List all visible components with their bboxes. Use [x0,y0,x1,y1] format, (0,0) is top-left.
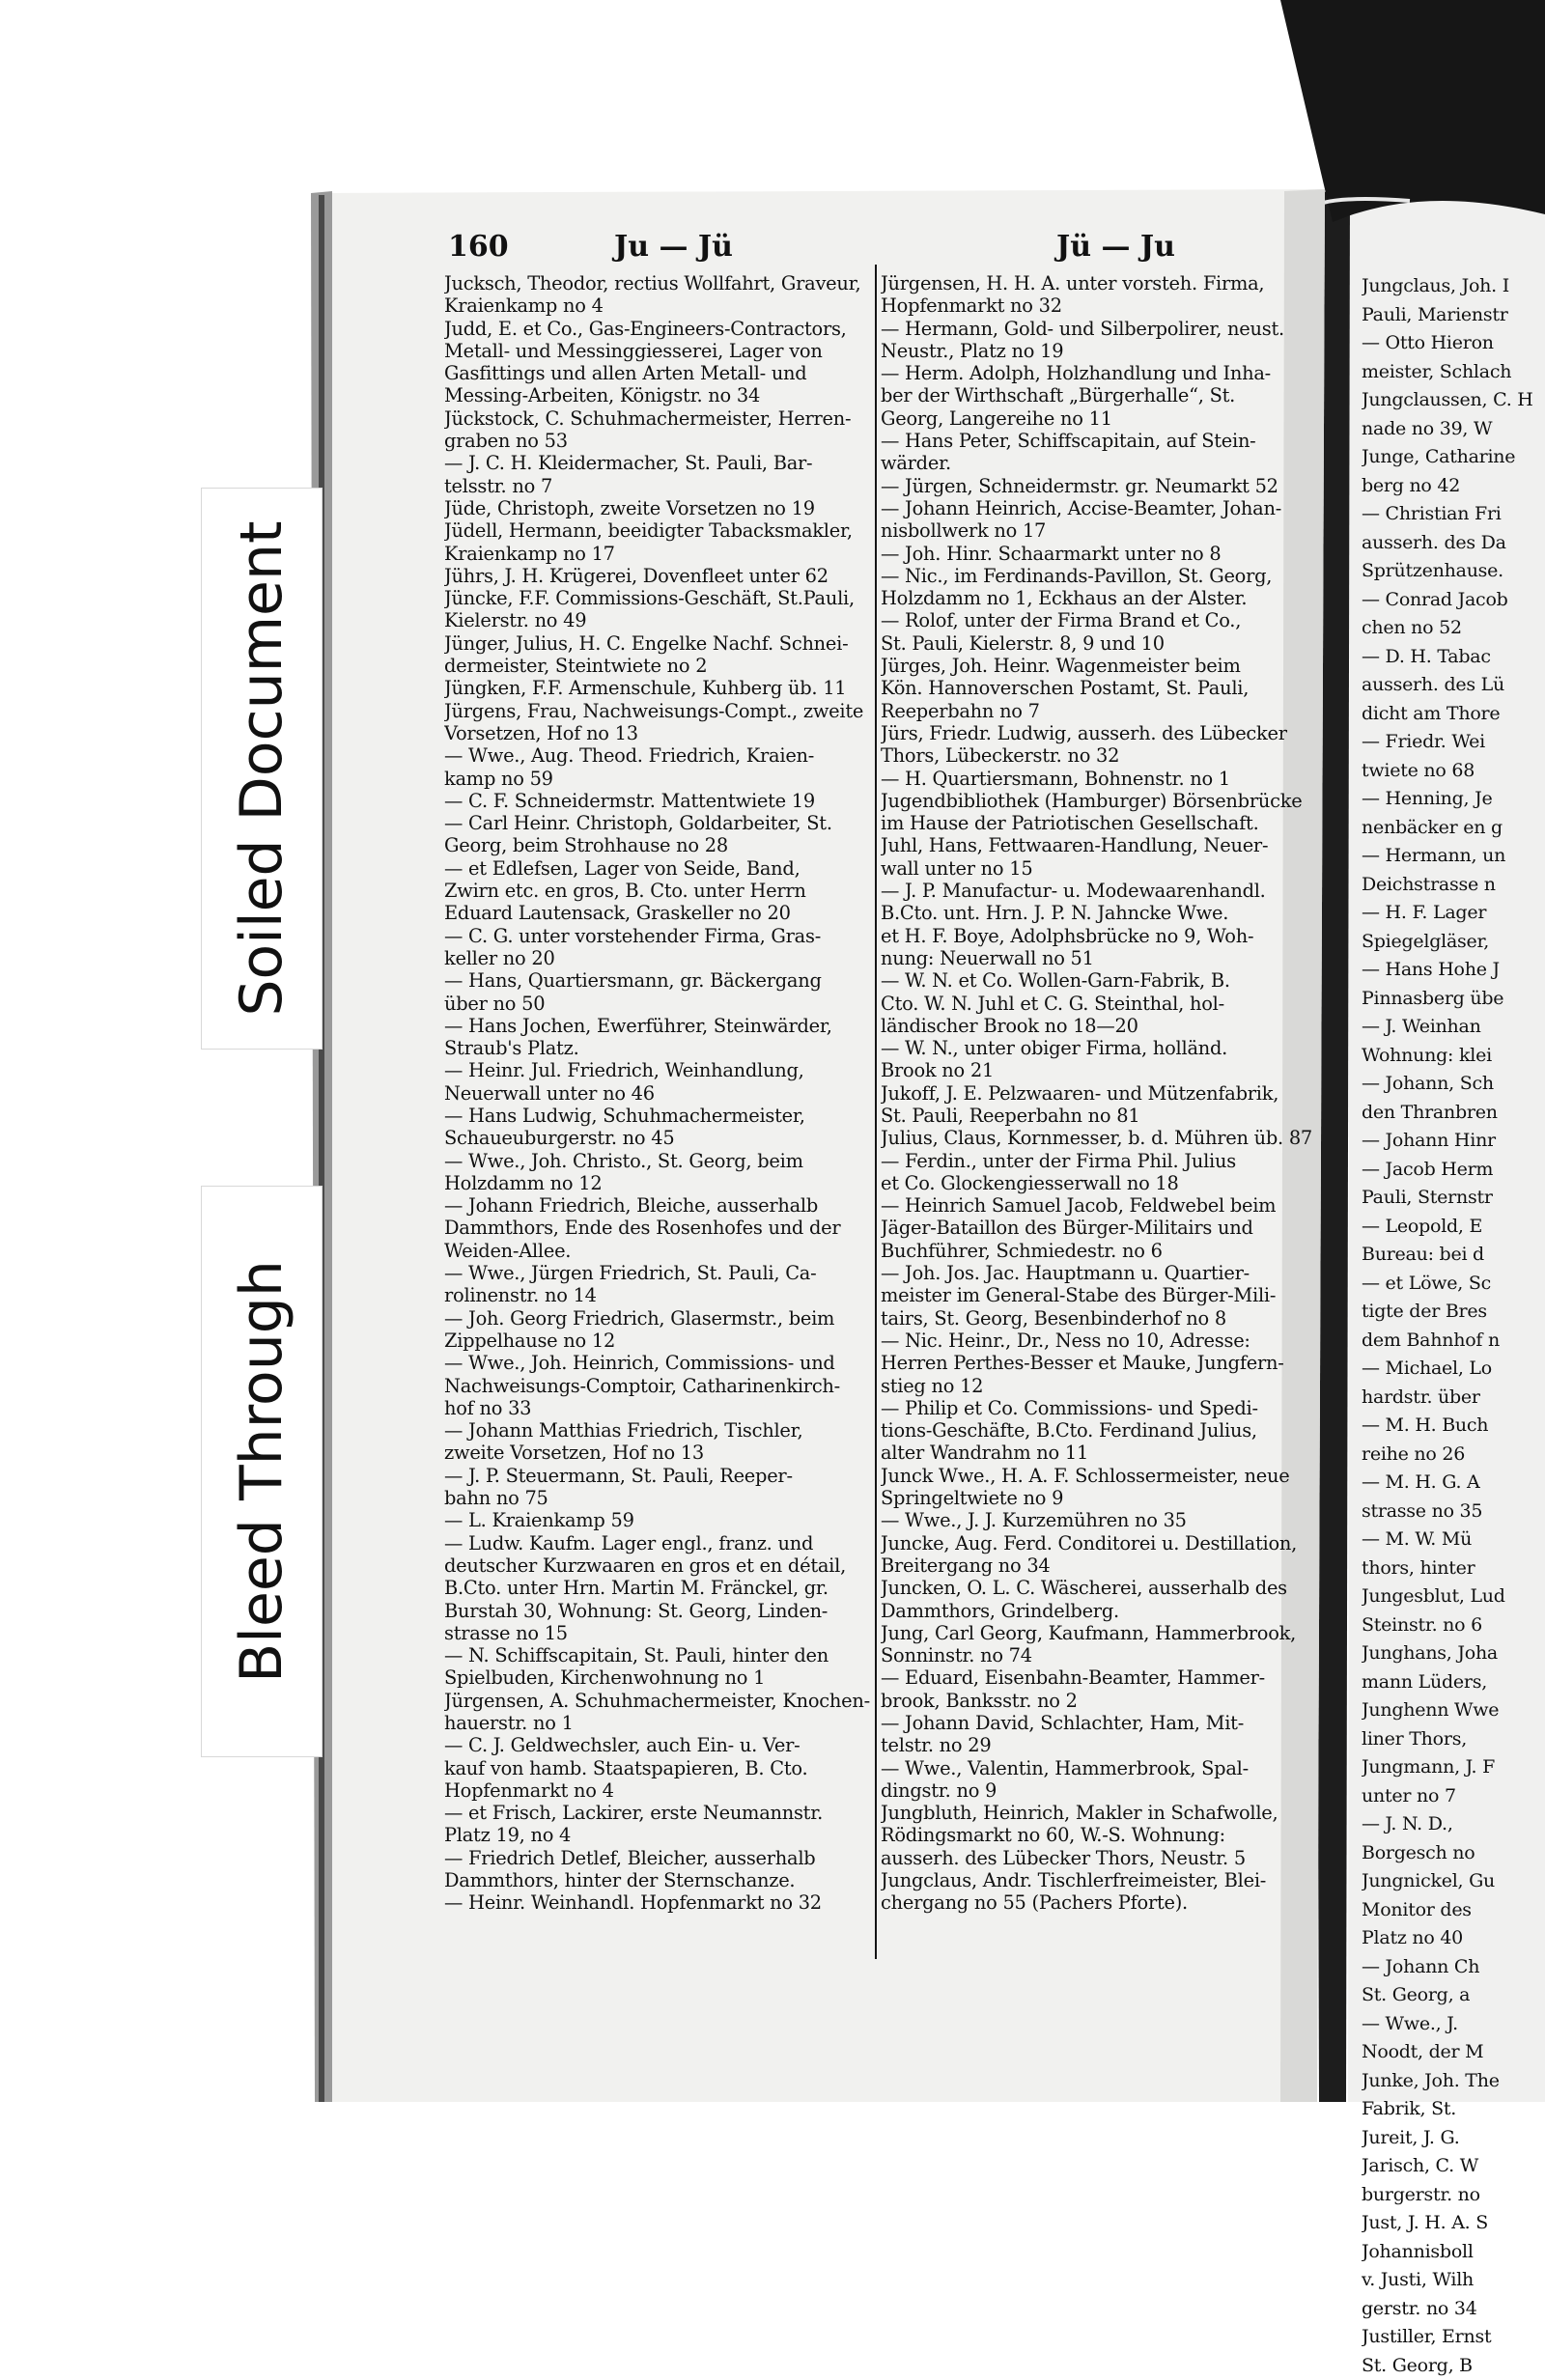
directory-line: Rödingsmarkt no 60, W.-S. Wohnung: [881,1824,1321,1846]
directory-line: — D. H. Tabac [1362,643,1545,672]
directory-line: Johannisboll [1362,2238,1545,2267]
directory-line: — Otto Hieron [1362,329,1545,358]
directory-line: ausserh. des Lü [1362,671,1545,700]
directory-column-left [444,272,877,1915]
directory-line: — Heinrich Samuel Jacob, Feldwebel beim [881,1194,1321,1217]
directory-line: St. Pauli, Reeperbahn no 81 [881,1105,1321,1127]
directory-line: ländischer Brook no 18—20 [881,1015,1321,1037]
directory-line: Juncke, Aug. Ferd. Conditorei u. Destillation, [881,1532,1321,1554]
running-head-left: Ju — Jü [614,230,733,268]
directory-line: Junke, Joh. The [1362,2067,1545,2096]
directory-line: Jüdell, Hermann, beeidigter Tabacksmakler, [444,519,877,542]
directory-line: — Wwe., Jürgen Friedrich, St. Pauli, Ca- [444,1262,877,1284]
directory-line: Junghans, Joha [1362,1639,1545,1668]
directory-line: Fabrik, St. [1362,2095,1545,2124]
directory-line: — J. P. Steuermann, St. Pauli, Reeper- [444,1465,877,1487]
directory-line: hardstr. über [1362,1384,1545,1413]
directory-line: dingstr. no 9 [881,1779,1321,1802]
directory-line: Jureit, J. G. [1362,2124,1545,2153]
directory-line: dem Bahnhof n [1362,1327,1545,1356]
directory-line: Jückstock, C. Schuhmachermeister, Herren- [444,407,877,430]
directory-line: Jungbluth, Heinrich, Makler in Schafwolle, [881,1802,1321,1824]
directory-line: hof no 33 [444,1397,877,1419]
directory-line: strasse no 35 [1362,1498,1545,1526]
directory-line: ausserh. des Da [1362,529,1545,558]
directory-line: — M. H. Buch [1362,1412,1545,1441]
directory-line: Herren Perthes-Besser et Mauke, Jungfern- [881,1352,1321,1374]
directory-line: Jukoff, J. E. Pelzwaaren- und Mützenfabrik, [881,1082,1321,1105]
directory-line: deutscher Kurzwaaren en gros et en détail, [444,1554,877,1577]
directory-line: Breitergang no 34 [881,1554,1321,1577]
directory-line: Dammthors, Ende des Rosenhofes und der [444,1217,877,1239]
directory-line: alter Wandrahm no 11 [881,1442,1321,1464]
directory-line: — C. J. Geldwechsler, auch Ein- u. Ver- [444,1734,877,1756]
directory-line: Monitor des [1362,1896,1545,1925]
directory-line: — M. W. Mü [1362,1526,1545,1554]
directory-line: — Carl Heinr. Christoph, Goldarbeiter, St. [444,812,877,834]
directory-line: Justiller, Ernst [1362,2323,1545,2352]
directory-line: — Hans Peter, Schiffscapitain, auf Stein- [881,430,1321,452]
directory-line: Pinnasberg übe [1362,985,1545,1014]
directory-line: Platz no 40 [1362,1924,1545,1953]
directory-line: — Hans Hohe J [1362,956,1545,985]
directory-line: Spiegelgläser, [1362,928,1545,957]
directory-line: reihe no 26 [1362,1441,1545,1470]
directory-line: Jürgensen, A. Schuhmachermeister, Knochen- [444,1690,877,1712]
directory-line: — Hans Jochen, Ewerführer, Steinwärder, [444,1015,877,1037]
directory-line: Deichstrasse n [1362,871,1545,900]
directory-line: twiete no 68 [1362,757,1545,786]
directory-line: — Ferdin., unter der Firma Phil. Julius [881,1150,1321,1172]
directory-line: Bureau: bei d [1362,1241,1545,1270]
directory-line: Kraienkamp no 4 [444,294,877,317]
directory-line: Burstah 30, Wohnung: St. Georg, Linden- [444,1600,877,1622]
directory-line: — Johann Matthias Friedrich, Tischler, [444,1419,877,1442]
directory-line: nung: Neuerwall no 51 [881,947,1321,969]
directory-line: Weiden-Allee. [444,1240,877,1262]
directory-line: ausserh. des Lübecker Thors, Neustr. 5 [881,1847,1321,1869]
directory-line: wärder. [881,452,1321,474]
directory-line: — Johann Friedrich, Bleiche, ausserhalb [444,1194,877,1217]
directory-line: — Eduard, Eisenbahn-Beamter, Hammer- [881,1666,1321,1689]
directory-line: — N. Schiffscapitain, St. Pauli, hinter den [444,1644,877,1666]
directory-line: mann Lüders, [1362,1668,1545,1697]
directory-line: — H. F. Lager [1362,899,1545,928]
directory-line: — Johann David, Schlachter, Ham, Mit- [881,1712,1321,1734]
directory-line: Junck Wwe., H. A. F. Schlossermeister, neue [881,1465,1321,1487]
directory-line: Jäger-Bataillon des Bürger-Militairs und [881,1217,1321,1239]
directory-line: dicht am Thore [1362,700,1545,729]
directory-line: Pauli, Marienstr [1362,301,1545,330]
directory-line: nade no 39, W [1362,415,1545,444]
directory-line: Jüncke, F.F. Commissions-Geschäft, St.Pauli, [444,587,877,609]
directory-line: Jungclaus, Andr. Tischlerfreimeister, Blei- [881,1869,1321,1891]
directory-line: Juncken, O. L. C. Wäscherei, ausserhalb des [881,1577,1321,1599]
directory-line: Gasfittings und allen Arten Metall- und [444,362,877,384]
directory-line: — et Löwe, Sc [1362,1270,1545,1299]
directory-line: Nachweisungs-Comptoir, Catharinenkirch- [444,1375,877,1397]
directory-line: et Co. Glockengiesserwall no 18 [881,1172,1321,1194]
directory-line: Jürges, Joh. Heinr. Wagenmeister beim [881,655,1321,677]
directory-line: Holzdamm no 1, Eckhaus an der Alster. [881,587,1321,609]
directory-line: nenbäcker en g [1362,814,1545,843]
directory-line: — Joh. Hinr. Schaarmarkt unter no 8 [881,543,1321,565]
directory-line: Dammthors, hinter der Sternschanze. [444,1869,877,1891]
directory-line: — C. G. unter vorstehender Firma, Gras- [444,925,877,947]
directory-line: — L. Kraienkamp 59 [444,1509,877,1531]
directory-line: Sprützenhause. [1362,557,1545,586]
directory-line: den Thranbren [1362,1099,1545,1128]
directory-line: Zippelhause no 12 [444,1330,877,1352]
directory-line: — Heinr. Jul. Friedrich, Weinhandlung, [444,1059,877,1081]
directory-line: Sonninstr. no 74 [881,1644,1321,1666]
directory-line: Vorsetzen, Hof no 13 [444,722,877,744]
directory-line: chergang no 55 (Pachers Pforte). [881,1891,1321,1914]
directory-line: v. Justi, Wilh [1362,2266,1545,2295]
directory-line: Jungnickel, Gu [1362,1867,1545,1896]
directory-line: Brook no 21 [881,1059,1321,1081]
directory-line: tigte der Bres [1362,1298,1545,1327]
bleed-through-text: Bleed Through [228,1260,295,1683]
directory-line: — Johann Ch [1362,1953,1545,1982]
directory-line: — Herm. Adolph, Holzhandlung und Inha- [881,362,1321,384]
directory-line: berg no 42 [1362,472,1545,501]
directory-line: Jucksch, Theodor, rectius Wollfahrt, Graveur, [444,272,877,294]
directory-line: — Wwe., Valentin, Hammerbrook, Spal- [881,1757,1321,1779]
directory-line: — et Edlefsen, Lager von Seide, Band, [444,857,877,880]
directory-line: — Johann Heinrich, Accise-Beamter, Johan- [881,497,1321,519]
directory-line: — M. H. G. A [1362,1469,1545,1498]
directory-line: — C. F. Schneidermstr. Mattentwiete 19 [444,790,877,812]
directory-line: Junghenn Wwe [1362,1696,1545,1725]
directory-line: — J. P. Manufactur- u. Modewaarenhandl. [881,880,1321,902]
directory-line: Kön. Hannoverschen Postamt, St. Pauli, [881,677,1321,699]
directory-line: Borgesch no [1362,1839,1545,1868]
directory-line: Just, J. H. A. S [1362,2209,1545,2238]
directory-line: Jürgensen, H. H. A. unter vorsteh. Firma, [881,272,1321,294]
directory-line: nisbollwerk no 17 [881,519,1321,542]
directory-line: Jüngken, F.F. Armenschule, Kuhberg üb. 11 [444,677,877,699]
directory-line: Judd, E. et Co., Gas-Engineers-Contractors, [444,318,877,340]
directory-line: Jungesblut, Lud [1362,1582,1545,1611]
directory-line: hauerstr. no 1 [444,1712,877,1734]
directory-line: — Hans Ludwig, Schuhmachermeister, [444,1105,877,1127]
directory-line: rolinenstr. no 14 [444,1284,877,1306]
directory-line: — Conrad Jacob [1362,586,1545,615]
directory-line: keller no 20 [444,947,877,969]
directory-line: Georg, Langereihe no 11 [881,407,1321,430]
directory-line: kamp no 59 [444,768,877,790]
directory-line: — Hans, Quartiersmann, gr. Bäckergang [444,969,877,992]
directory-line: Jungclaussen, C. H [1362,386,1545,415]
directory-line: — Leopold, E [1362,1213,1545,1242]
directory-line: — Michael, Lo [1362,1355,1545,1384]
directory-line: — W. N., unter obiger Firma, holländ. [881,1037,1321,1059]
directory-line: Cto. W. N. Juhl et C. G. Steinthal, hol- [881,993,1321,1015]
directory-line: wall unter no 15 [881,857,1321,880]
directory-line: Jugendbibliothek (Hamburger) Börsenbrücke [881,790,1321,812]
directory-line: St. Georg, B [1362,2352,1545,2380]
directory-line: Jürs, Friedr. Ludwig, ausserh. des Lübecker [881,722,1321,744]
directory-line: — W. N. et Co. Wollen-Garn-Fabrik, B. [881,969,1321,992]
directory-line: — Joh. Jos. Jac. Hauptmann u. Quartier- [881,1262,1321,1284]
directory-line: strasse no 15 [444,1622,877,1644]
directory-line: — Friedrich Detlef, Bleicher, ausserhalb [444,1847,877,1869]
directory-line: Jührs, J. H. Krügerei, Dovenfleet unter 62 [444,565,877,587]
directory-column-middle [881,272,1321,1915]
directory-line: stieg no 12 [881,1375,1321,1397]
directory-line: Georg, beim Strohhause no 28 [444,834,877,856]
directory-line: Buchführer, Schmiedestr. no 6 [881,1240,1321,1262]
directory-line: bahn no 75 [444,1487,877,1509]
directory-line: Jung, Carl Georg, Kaufmann, Hammerbrook, [881,1622,1321,1644]
directory-line: chen no 52 [1362,614,1545,643]
directory-line: — J. Weinhan [1362,1013,1545,1042]
directory-line: — Henning, Je [1362,785,1545,814]
directory-line: — Joh. Georg Friedrich, Glasermstr., beim [444,1307,877,1330]
directory-line: Schaueuburgerstr. no 45 [444,1127,877,1149]
directory-line: ber der Wirthschaft „Bürgerhalle“, St. [881,384,1321,406]
directory-line: Pauli, Sternstr [1362,1184,1545,1213]
directory-line: telsstr. no 7 [444,475,877,497]
directory-line: St. Pauli, Kielerstr. 8, 9 und 10 [881,632,1321,655]
directory-line: — Wwe., Joh. Heinrich, Commissions- und [444,1352,877,1374]
directory-line: unter no 7 [1362,1782,1545,1811]
directory-line: — Rolof, unter der Firma Brand et Co., [881,609,1321,631]
directory-line: St. Georg, a [1362,1981,1545,2010]
directory-line: Wohnung: klei [1362,1042,1545,1071]
running-head-right: Jü — Ju [1056,230,1175,268]
directory-line: — J. C. H. Kleidermacher, St. Pauli, Bar- [444,452,877,474]
directory-line: — Wwe., Aug. Theod. Friedrich, Kraien- [444,744,877,767]
directory-line: meister, Schlach [1362,358,1545,387]
directory-line: — Hermann, un [1362,842,1545,871]
directory-line: Jüde, Christoph, zweite Vorsetzen no 19 [444,497,877,519]
directory-line: Steinstr. no 6 [1362,1611,1545,1640]
directory-line: Noodt, der M [1362,2038,1545,2067]
directory-line: — Jürgen, Schneidermstr. gr. Neumarkt 52 [881,475,1321,497]
directory-line: — Wwe., J. J. Kurzemühren no 35 [881,1509,1321,1531]
directory-line: Holzdamm no 12 [444,1172,877,1194]
directory-line: — H. Quartiersmann, Bohnenstr. no 1 [881,768,1321,790]
directory-line: Julius, Claus, Kornmesser, b. d. Mühren üb. 87 [881,1127,1321,1149]
directory-line: Kraienkamp no 17 [444,543,877,565]
directory-line: Platz 19, no 4 [444,1824,877,1846]
directory-line: über no 50 [444,993,877,1015]
directory-line: kauf von hamb. Staatspapieren, B. Cto. [444,1757,877,1779]
directory-line: brook, Banksstr. no 2 [881,1690,1321,1712]
directory-line: thors, hinter [1362,1554,1545,1583]
directory-line: — Wwe., J. [1362,2010,1545,2039]
directory-line: — et Frisch, Lackirer, erste Neumannstr. [444,1802,877,1824]
directory-line: Reeperbahn no 7 [881,700,1321,722]
directory-line: burgerstr. no [1362,2181,1545,2210]
directory-line: Spielbuden, Kirchenwohnung no 1 [444,1666,877,1689]
directory-line: Metall- und Messinggiesserei, Lager von [444,340,877,362]
directory-line: B.Cto. unter Hrn. Martin M. Fränckel, gr. [444,1577,877,1599]
directory-line: — Friedr. Wei [1362,728,1545,757]
directory-line: Juhl, Hans, Fettwaaren-Handlung, Neuer- [881,834,1321,856]
directory-line: — Wwe., Joh. Christo., St. Georg, beim [444,1150,877,1172]
directory-line: Hopfenmarkt no 4 [444,1779,877,1802]
directory-line: dermeister, Steintwiete no 2 [444,655,877,677]
directory-line: Hopfenmarkt no 32 [881,294,1321,317]
directory-line: telstr. no 29 [881,1734,1321,1756]
bleed-through-label [201,1186,323,1757]
directory-line: Jürgens, Frau, Nachweisungs-Compt., zweite [444,700,877,722]
directory-line: Jünger, Julius, H. C. Engelke Nachf. Schnei- [444,632,877,655]
directory-line: — Jacob Herm [1362,1156,1545,1185]
directory-line: Jungmann, J. F [1362,1753,1545,1782]
directory-line: Straub's Platz. [444,1037,877,1059]
directory-line: Eduard Lautensack, Graskeller no 20 [444,902,877,924]
directory-line: — Philip et Co. Commissions- und Spedi- [881,1397,1321,1419]
directory-line: tions-Geschäfte, B.Cto. Ferdinand Julius, [881,1419,1321,1442]
directory-line: Zwirn etc. en gros, B. Cto. unter Herrn [444,880,877,902]
directory-line: et H. F. Boye, Adolphsbrücke no 9, Woh- [881,925,1321,947]
directory-line: B.Cto. unt. Hrn. J. P. N. Jahncke Wwe. [881,902,1321,924]
directory-line: Springeltwiete no 9 [881,1487,1321,1509]
directory-line: — Nic., im Ferdinands-Pavillon, St. Georg, [881,565,1321,587]
directory-line: — J. N. D., [1362,1810,1545,1839]
directory-line: Jarisch, C. W [1362,2152,1545,2181]
directory-line: zweite Vorsetzen, Hof no 13 [444,1442,877,1464]
directory-line: Neuerwall unter no 46 [444,1082,877,1105]
directory-line: liner Thors, [1362,1725,1545,1754]
directory-line: im Hause der Patriotischen Gesellschaft. [881,812,1321,834]
directory-line: Junge, Catharine [1362,443,1545,472]
directory-line: — Johann Hinr [1362,1127,1545,1156]
directory-line: — Nic. Heinr., Dr., Ness no 10, Adresse: [881,1330,1321,1352]
directory-line: — Hermann, Gold- und Silberpolirer, neust. [881,318,1321,340]
directory-line: meister im General-Stabe des Bürger-Mili- [881,1284,1321,1306]
directory-line: — Johann, Sch [1362,1070,1545,1099]
directory-line: tairs, St. Georg, Besenbinderhof no 8 [881,1307,1321,1330]
soiled-document-text: Soiled Document [228,520,295,1016]
directory-line: Jungclaus, Joh. I [1362,272,1545,301]
directory-line: Kielerstr. no 49 [444,609,877,631]
directory-column-right-partial [1362,272,1545,2380]
directory-line: Neustr., Platz no 19 [881,340,1321,362]
directory-line: gerstr. no 34 [1362,2295,1545,2324]
directory-line: graben no 53 [444,430,877,452]
page-number: 160 [448,230,509,268]
directory-line: Messing-Arbeiten, Königstr. no 34 [444,384,877,406]
soiled-document-label [201,488,323,1050]
directory-line: — Heinr. Weinhandl. Hopfenmarkt no 32 [444,1891,877,1914]
directory-line: Thors, Lübeckerstr. no 32 [881,744,1321,767]
directory-line: Dammthors, Grindelberg. [881,1600,1321,1622]
directory-line: — Christian Fri [1362,500,1545,529]
directory-line: — Ludw. Kaufm. Lager engl., franz. und [444,1532,877,1554]
